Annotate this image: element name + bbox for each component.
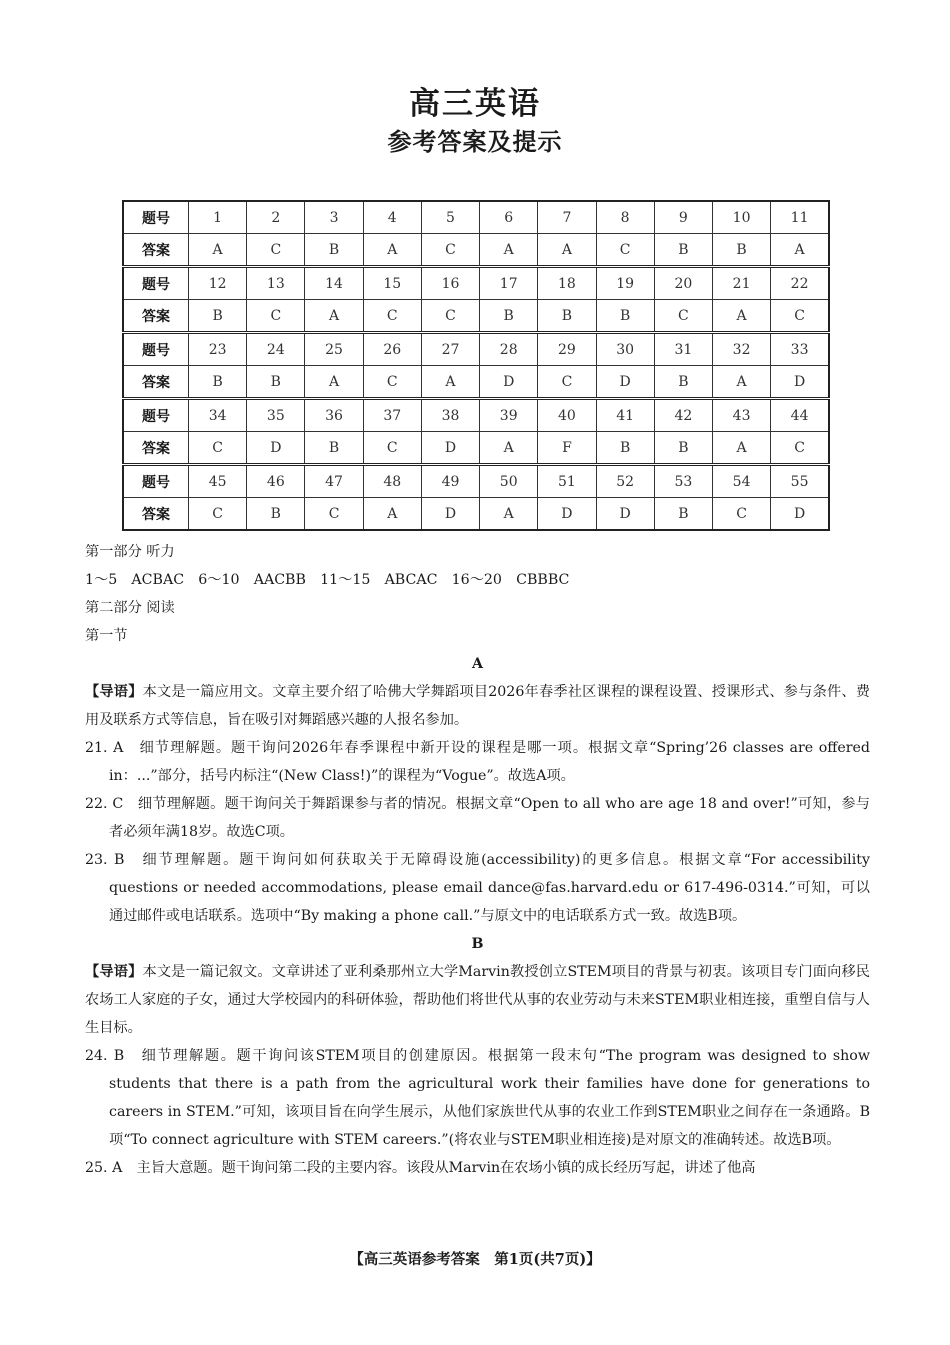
row-label-answer: 答案: [123, 300, 189, 333]
row-label-number: 题号: [123, 465, 189, 498]
intro-tag: 【导语】: [85, 964, 143, 980]
answer-cell: D: [480, 366, 538, 399]
answer-cell: B: [654, 432, 712, 465]
answer-cell: A: [363, 498, 421, 531]
question-number-cell: 43: [712, 399, 770, 432]
row-label-number: 题号: [123, 201, 189, 234]
question-number-cell: 41: [596, 399, 654, 432]
answer-item: [85, 734, 870, 790]
question-number-cell: 5: [421, 201, 479, 234]
row-label-number: 题号: [123, 399, 189, 432]
item-text: 细节理解题。题干询问该STEM项目的创建原因。根据第一段末句“The program was designed to show students that there is a path from the agricultural work their families have done for generations to careers in STEM.”可知，该项目旨在向学生展示，从他们家族世代从事的农业工作到STEM职业之间存在一条通路。B项“To connect agriculture with STEM careers.”(将农业与STEM职业相连接)是对原文的准确转述。故选B项。: [109, 1048, 870, 1148]
answer-item: [85, 1154, 870, 1182]
question-number-cell: 23: [189, 333, 247, 366]
question-number-cell: 9: [654, 201, 712, 234]
answer-cell: A: [480, 432, 538, 465]
answer-cell: C: [363, 432, 421, 465]
passage-b-label: B: [471, 936, 484, 952]
answer-cell: D: [596, 366, 654, 399]
question-number-cell: 8: [596, 201, 654, 234]
question-number-cell: 7: [538, 201, 596, 234]
intro-tag: 【导语】: [85, 684, 143, 700]
passage-a-label: A: [471, 656, 483, 672]
answer-cell: A: [189, 234, 247, 267]
part2-heading: 第二部分 阅读: [85, 600, 175, 616]
question-number-row: [123, 399, 829, 432]
question-number-cell: 22: [771, 267, 829, 300]
item-num: 22. C: [85, 796, 124, 812]
answer-cell: A: [771, 234, 829, 267]
answer-cell: D: [596, 498, 654, 531]
row-label-number: 题号: [123, 267, 189, 300]
content: [85, 538, 870, 1182]
answer-cell: B: [247, 366, 305, 399]
question-number-cell: 6: [480, 201, 538, 234]
answer-cell: C: [596, 234, 654, 267]
item-num: 21. A: [85, 740, 124, 756]
question-number-cell: 19: [596, 267, 654, 300]
question-number-cell: 28: [480, 333, 538, 366]
answer-cell: A: [363, 234, 421, 267]
answer-cell: C: [247, 300, 305, 333]
item-text: 细节理解题。题干询问2026年春季课程中新开设的课程是哪一项。根据文章“Spring’26 classes are offered in：...”部分，括号内标注“(New Class!)”的课程为“Vogue”。故选A项。: [109, 740, 870, 784]
question-number-cell: 44: [771, 399, 829, 432]
page-footer: 【高三英语参考答案 第1页(共7页)】: [349, 1251, 601, 1268]
question-number-row: [123, 267, 829, 300]
question-number-row: [123, 333, 829, 366]
answer-cell: C: [654, 300, 712, 333]
answer-cell: B: [596, 432, 654, 465]
answer-item: [85, 846, 870, 930]
answer-cell: A: [421, 366, 479, 399]
page-title: 高三英语: [409, 86, 541, 122]
question-number-cell: 21: [712, 267, 770, 300]
answer-cell: D: [421, 432, 479, 465]
question-number-cell: 51: [538, 465, 596, 498]
passage-b-intro: [85, 958, 870, 1042]
answer-cell: D: [247, 432, 305, 465]
answer-item: [85, 1042, 870, 1154]
answer-cell: C: [771, 300, 829, 333]
answer-cell: A: [712, 366, 770, 399]
part1-answers: 1～5 ACBAC 6～10 AACBB 11～15 ABCAC 16～20 CBBBC: [85, 572, 570, 588]
question-number-cell: 17: [480, 267, 538, 300]
question-number-cell: 42: [654, 399, 712, 432]
question-number-row: [123, 465, 829, 498]
question-number-cell: 48: [363, 465, 421, 498]
question-number-cell: 40: [538, 399, 596, 432]
question-number-cell: 50: [480, 465, 538, 498]
passage-a-intro: [85, 678, 870, 734]
answer-row: [123, 366, 829, 399]
answer-cell: C: [189, 432, 247, 465]
answer-cell: A: [538, 234, 596, 267]
question-number-cell: 35: [247, 399, 305, 432]
answer-row: [123, 432, 829, 465]
answer-cell: D: [771, 498, 829, 531]
question-number-cell: 2: [247, 201, 305, 234]
answer-cell: C: [189, 498, 247, 531]
question-number-cell: 15: [363, 267, 421, 300]
answer-cell: C: [363, 300, 421, 333]
question-number-cell: 20: [654, 267, 712, 300]
question-number-cell: 49: [421, 465, 479, 498]
answer-cell: A: [480, 498, 538, 531]
answer-row: [123, 498, 829, 531]
item-num: 25. A: [85, 1160, 123, 1176]
question-number-cell: 14: [305, 267, 363, 300]
question-number-cell: 37: [363, 399, 421, 432]
answer-cell: C: [421, 300, 479, 333]
answer-cell: D: [538, 498, 596, 531]
answer-cell: C: [363, 366, 421, 399]
question-number-cell: 47: [305, 465, 363, 498]
answer-cell: B: [247, 498, 305, 531]
page-subtitle: 参考答案及提示: [387, 127, 563, 156]
item-num: 23. B: [85, 852, 125, 868]
answer-cell: C: [305, 498, 363, 531]
item-text: 主旨大意题。题干询问第二段的主要内容。该段从Marvin在农场小镇的成长经历写起，讲述了他高: [136, 1160, 756, 1176]
answer-row: [123, 300, 829, 333]
item-text: 细节理解题。题干询问如何获取关于无障碍设施(accessibility)的更多信息。根据文章“For accessibility questions or needed accommodations, please email dance@fas.harvard.edu or 617-496-0314.”可知，可以通过邮件或电话联系。选项中“By making a phone call.”与原文中的电话联系方式一致。故选B项。: [109, 852, 870, 924]
row-label-answer: 答案: [123, 234, 189, 267]
answer-cell: A: [712, 432, 770, 465]
question-number-cell: 31: [654, 333, 712, 366]
item-text: 细节理解题。题干询问关于舞蹈课参与者的情况。根据文章“Open to all who are age 18 and over!”可知，参与者必须年满18岁。故选C项。: [109, 796, 870, 840]
section-heading: 第一节: [85, 628, 128, 644]
question-number-cell: 16: [421, 267, 479, 300]
answer-cell: B: [712, 234, 770, 267]
question-number-cell: 24: [247, 333, 305, 366]
answer-item: [85, 790, 870, 846]
part1-heading: 第一部分 听力: [85, 544, 175, 560]
question-number-row: [123, 201, 829, 234]
question-number-cell: 30: [596, 333, 654, 366]
question-number-cell: 33: [771, 333, 829, 366]
question-number-cell: 55: [771, 465, 829, 498]
question-number-cell: 34: [189, 399, 247, 432]
question-number-cell: 13: [247, 267, 305, 300]
question-number-cell: 11: [771, 201, 829, 234]
question-number-cell: 32: [712, 333, 770, 366]
row-label-number: 题号: [123, 333, 189, 366]
answer-cell: B: [189, 366, 247, 399]
answer-cell: C: [712, 498, 770, 531]
answer-cell: B: [305, 432, 363, 465]
answer-table: [122, 200, 830, 531]
answer-cell: D: [421, 498, 479, 531]
answer-cell: B: [654, 234, 712, 267]
intro-text: 本文是一篇应用文。文章主要介绍了哈佛大学舞蹈项目2026年春季社区课程的课程设置、授课形式、参与条件、费用及联系方式等信息，旨在吸引对舞蹈感兴趣的人报名参加。: [85, 684, 870, 728]
question-number-cell: 36: [305, 399, 363, 432]
question-number-cell: 27: [421, 333, 479, 366]
question-number-cell: 4: [363, 201, 421, 234]
row-label-answer: 答案: [123, 498, 189, 531]
question-number-cell: 18: [538, 267, 596, 300]
answer-cell: B: [654, 498, 712, 531]
answer-cell: A: [712, 300, 770, 333]
question-number-cell: 53: [654, 465, 712, 498]
answer-cell: C: [538, 366, 596, 399]
item-num: 24. B: [85, 1048, 125, 1064]
question-number-cell: 39: [480, 399, 538, 432]
answer-cell: B: [596, 300, 654, 333]
question-number-cell: 29: [538, 333, 596, 366]
answer-cell: B: [654, 366, 712, 399]
answer-cell: F: [538, 432, 596, 465]
question-number-cell: 26: [363, 333, 421, 366]
answer-cell: B: [189, 300, 247, 333]
answer-cell: C: [771, 432, 829, 465]
question-number-cell: 45: [189, 465, 247, 498]
question-number-cell: 25: [305, 333, 363, 366]
answer-cell: D: [771, 366, 829, 399]
question-number-cell: 54: [712, 465, 770, 498]
answer-row: [123, 234, 829, 267]
question-number-cell: 3: [305, 201, 363, 234]
answer-cell: C: [421, 234, 479, 267]
answer-cell: B: [538, 300, 596, 333]
answer-cell: A: [305, 366, 363, 399]
question-number-cell: 46: [247, 465, 305, 498]
answer-cell: B: [305, 234, 363, 267]
question-number-cell: 12: [189, 267, 247, 300]
intro-text: 本文是一篇记叙文。文章讲述了亚利桑那州立大学Marvin教授创立STEM项目的背景与初衷。该项目专门面向移民农场工人家庭的子女，通过大学校园内的科研体验，帮助他们将世代从事的农业劳动与未来STEM职业相连接，重塑自信与人生目标。: [85, 964, 870, 1036]
question-number-cell: 52: [596, 465, 654, 498]
row-label-answer: 答案: [123, 366, 189, 399]
answer-cell: C: [247, 234, 305, 267]
question-number-cell: 1: [189, 201, 247, 234]
answer-cell: A: [480, 234, 538, 267]
row-label-answer: 答案: [123, 432, 189, 465]
question-number-cell: 38: [421, 399, 479, 432]
question-number-cell: 10: [712, 201, 770, 234]
answer-cell: B: [480, 300, 538, 333]
answer-cell: A: [305, 300, 363, 333]
